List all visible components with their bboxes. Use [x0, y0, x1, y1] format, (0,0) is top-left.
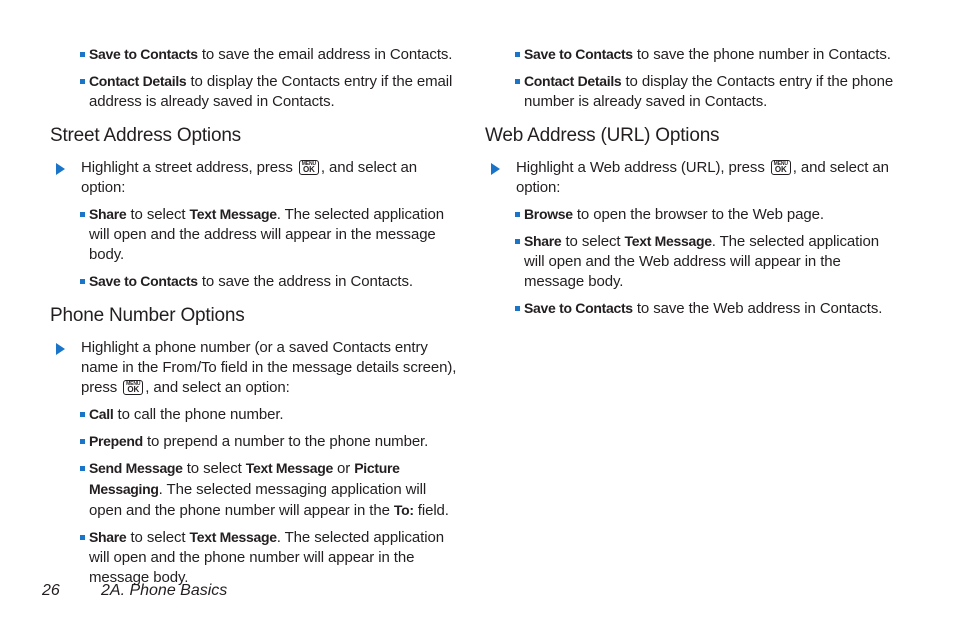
bullet-square-icon	[515, 79, 520, 84]
menu-ok-key-icon: MENU OK	[299, 160, 319, 175]
step-arrow-icon	[56, 343, 65, 355]
heading-phone-number: Phone Number Options	[50, 305, 245, 326]
section-title: 2A. Phone Basics	[101, 582, 228, 599]
bullet-phone-call: Call to call the phone number.	[50, 404, 460, 425]
menu-ok-key-icon: MENU OK	[123, 380, 143, 395]
bullet-phone-share: Share to select Text Message. The selected application will open and the phone number will appear in the message body.	[50, 527, 460, 588]
bullet-save-email: Save to Contacts to save the email address in Contacts.	[50, 44, 460, 65]
step-web-address: Highlight a Web address (URL), press MENU OK , and select an option:	[485, 158, 895, 198]
step-arrow-icon	[56, 163, 65, 175]
bullet-square-icon	[515, 306, 520, 311]
bullet-web-save: Save to Contacts to save the Web address in Contacts.	[485, 298, 895, 319]
bullet-contact-details-email: Contact Details to display the Contacts entry if the email address is already saved in Contacts.	[50, 71, 460, 112]
bullet-square-icon	[80, 212, 85, 217]
bullet-square-icon	[80, 279, 85, 284]
left-column	[50, 44, 460, 594]
menu-ok-key-icon: MENU OK	[771, 160, 791, 175]
bullet-square-icon	[80, 79, 85, 84]
bullet-square-icon	[515, 239, 520, 244]
bullet-square-icon	[80, 412, 85, 417]
bullet-square-icon	[515, 52, 520, 57]
bullet-web-share: Share to select Text Message. The selected application will open and the Web address will appear in the message body.	[485, 231, 895, 292]
bullet-street-save: Save to Contacts to save the address in Contacts.	[50, 271, 460, 292]
page-number: 26	[42, 582, 60, 599]
bullet-save-phone: Save to Contacts to save the phone number in Contacts.	[485, 44, 895, 65]
bullet-square-icon	[80, 535, 85, 540]
bullet-square-icon	[515, 212, 520, 217]
right-column	[485, 44, 895, 325]
heading-street-address: Street Address Options	[50, 125, 241, 146]
bullet-contact-details-phone: Contact Details to display the Contacts entry if the phone number is already saved in Contacts.	[485, 71, 895, 112]
bullet-street-share: Share to select Text Message. The selected application will open and the address will appear in the message body.	[50, 204, 460, 265]
bullet-web-browse: Browse to open the browser to the Web page.	[485, 204, 895, 225]
step-phone-number: Highlight a phone number (or a saved Contacts entry name in the From/To field in the message details screen), press MENU OK , and select an option:	[50, 338, 460, 398]
page-footer	[42, 582, 228, 600]
heading-web-address: Web Address (URL) Options	[485, 125, 720, 146]
bullet-square-icon	[80, 466, 85, 471]
step-street-address: Highlight a street address, press MENU OK , and select an option:	[50, 158, 460, 198]
bullet-square-icon	[80, 439, 85, 444]
bullet-phone-prepend: Prepend to prepend a number to the phone number.	[50, 431, 460, 452]
bullet-phone-send-message: Send Message to select Text Message or Picture Messaging. The selected messaging application will open and the phone number will appear in the To: field.	[50, 458, 460, 521]
bullet-square-icon	[80, 52, 85, 57]
step-arrow-icon	[491, 163, 500, 175]
